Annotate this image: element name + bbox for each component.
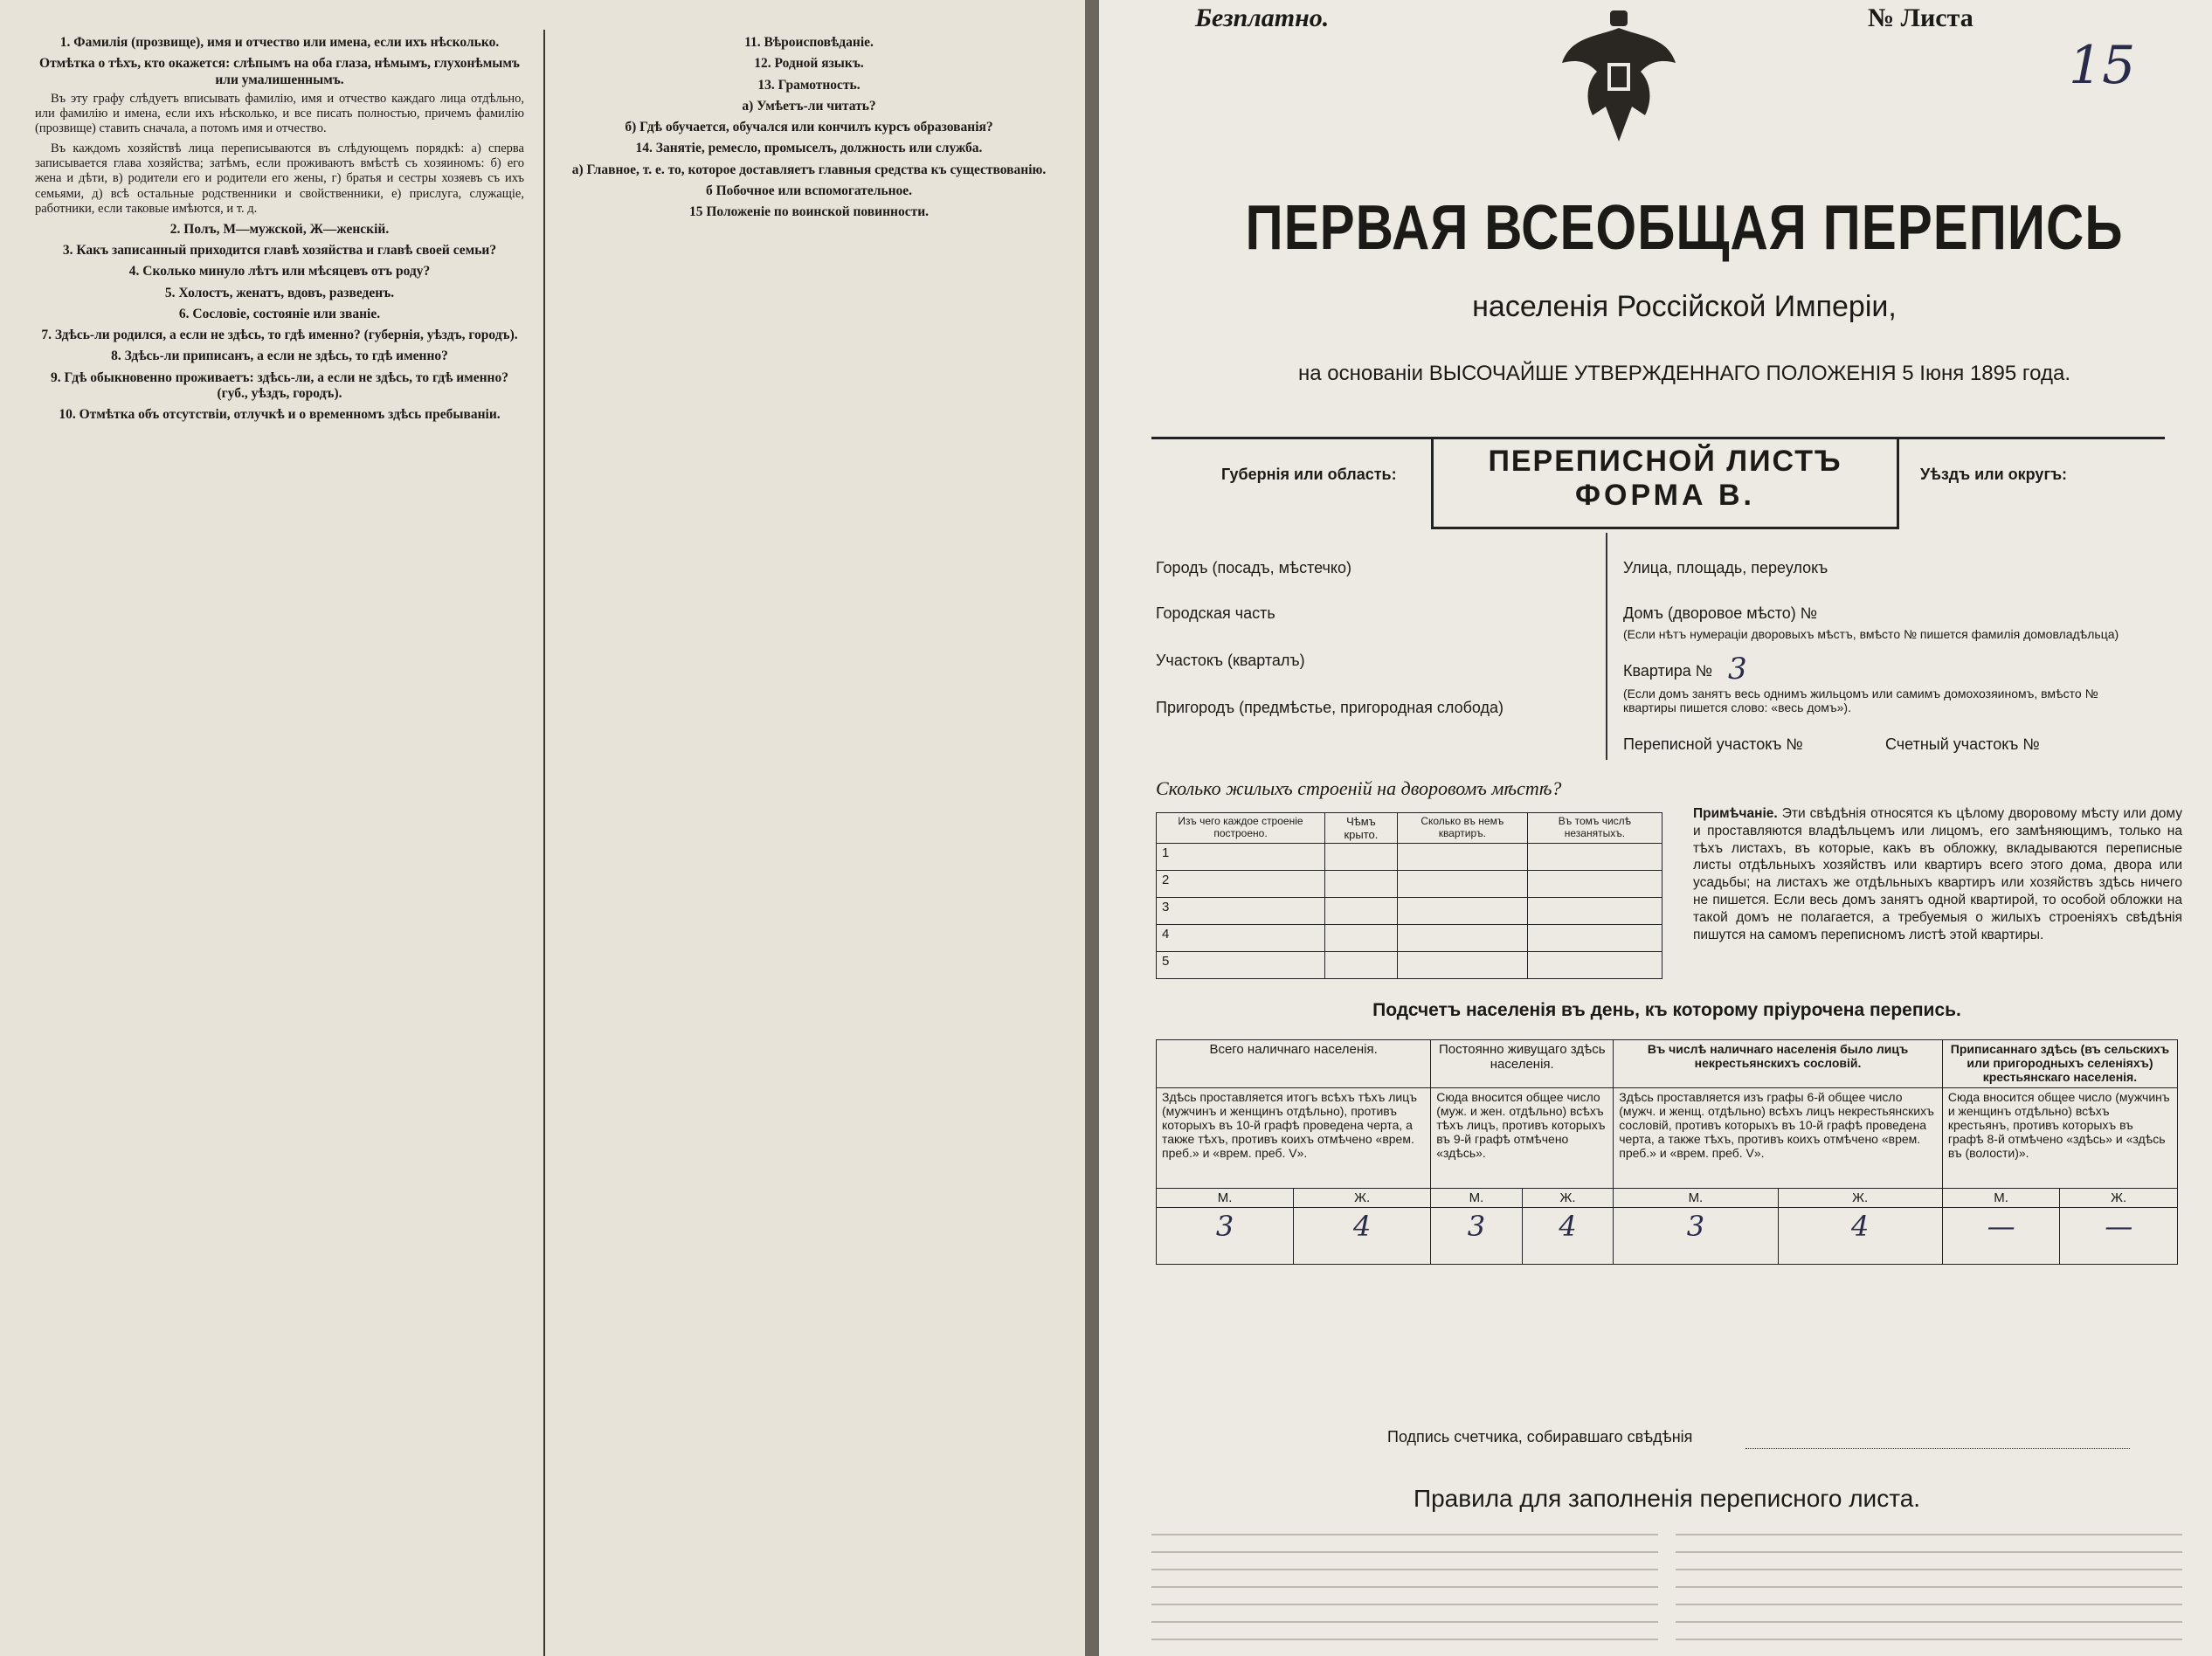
paragraph: Въ каждомъ хозяйствѣ лица переписываются въ слѣдующемъ порядкѣ: а) сперва записывается глава хозяйства; затѣмъ, если проживаютъ вмѣстѣ съ хозяиномъ: б) его жена и дѣти, в) родители его и родители его жены, г) братья и сестры хозяевъ съ ихъ семьями, д) всѣ остальные родственники и свойственники, е) прислуга, служащіе, работники, если таковые имѣются, и т. д. (35, 141, 524, 216)
note-label: Примѣчаніе. (1693, 806, 1778, 821)
count-note: Здѣсь проставляется изъ графы 6-й общее число (мужч. и женщ. отдѣльно) всѣхъ лицъ некрестьянскихъ сословій, противъ которыхъ въ 10-й графѣ проведена черта, а также тѣхъ, противъ коихъ отмѣчено «врем. преб.» и «врем. преб. V». (1614, 1088, 1943, 1189)
instructions-column-2 (564, 30, 1054, 1656)
sex-header: Ж. (1522, 1189, 1614, 1208)
section-heading: Отмѣтка о тѣхъ, кто окажется: слѣпымъ на оба глаза, нѣмымъ, глухонѣмымъ или умалишеннымъ. (39, 56, 520, 87)
section-heading: 6. Сословіе, состояніе или званіе. (178, 306, 381, 321)
section-heading: 14. Занятіе, ремесло, промыселъ, должность или служба. (635, 141, 983, 156)
section-heading: б Побочное или вспомогательное. (705, 183, 913, 198)
column-divider (543, 30, 545, 1656)
field-suburb: Пригородъ (предмѣстье, пригородная слобода) (1156, 699, 1504, 716)
field-city-part: Городская часть (1156, 604, 1275, 622)
section-heading: 15 Положеніе по воинской повинности. (688, 204, 930, 220)
sex-header: М. (1942, 1189, 2060, 1208)
count-header: Приписаннаго здѣсь (въ сельскихъ или пригородныхъ селеніяхъ) крестьянскаго населенія. (1942, 1040, 2177, 1088)
count-value: — (1942, 1208, 2060, 1265)
sex-header: Ж. (1294, 1189, 1431, 1208)
count-value: 4 (1778, 1208, 1942, 1265)
table-row (1157, 871, 1662, 898)
count-subheader-row (1157, 1189, 2178, 1208)
counting-area-label: Счетный участокъ № (1885, 735, 2040, 753)
instructions-column-1 (35, 30, 524, 1656)
count-values-row (1157, 1208, 2178, 1265)
buildings-header: Чѣмъ крыто. (1325, 813, 1398, 844)
sex-header: М. (1431, 1189, 1523, 1208)
signature-label: Подпись счетчика, собиравшаго свѣдѣнія (1387, 1428, 1693, 1446)
buildings-table-header (1157, 813, 1662, 844)
census-title: ПЕРВАЯ ВСЕОБЩАЯ ПЕРЕПИСЬ (1245, 192, 2124, 263)
section-heading: 11. Вѣроисповѣданіе. (744, 35, 874, 50)
field-quarter: Участокъ (кварталъ) (1156, 652, 1305, 669)
table-row (1157, 898, 1662, 925)
signature-line (1745, 1448, 2130, 1449)
district-label: Уѣздъ или округъ: (1920, 466, 2068, 483)
census-basis: на основаніи ВЫСОЧАЙШЕ УТВЕРЖДЕННАГО ПОЛОЖЕНІЯ 5 Іюня 1895 года. (1297, 362, 2070, 385)
section-heading: 1. Фамилія (прозвище), имя и отчество или имена, если ихъ нѣсколько. (59, 35, 500, 50)
section-heading: 3. Какъ записанный приходится главѣ хозяйства и главѣ своей семьи? (62, 243, 497, 258)
apartment-value: 3 (1728, 652, 1747, 687)
header-band (1151, 437, 2165, 527)
house-note: (Если нѣтъ нумераціи дворовыхъ мѣстъ, вмѣсто № пишется фамилія домовладѣльца) (1623, 627, 2119, 641)
house-label: Домъ (дворовое мѣсто) № (1623, 604, 1818, 622)
count-header: Въ числѣ наличнаго населенія было лицъ некрестьянскихъ сословій. (1614, 1040, 1943, 1088)
note-block (1693, 805, 2182, 944)
buildings-header: Сколько въ немъ квартиръ. (1397, 813, 1527, 844)
book-gutter (1085, 0, 1099, 1656)
count-value: 4 (1294, 1208, 1431, 1265)
note-text: Эти свѣдѣнія относятся къ цѣлому дворовому мѣсту или дому и проставляются владѣльцемъ или лицомъ, его замѣняющимъ, только на тѣхъ листахъ, въ которые, какъ въ обложку, вкладываются переписные листы отдѣльныхъ хозяйствъ или квартиръ всего этого дома, двора или усадьбы; на листахъ же отдѣльныхъ квартиръ или хозяйствъ здѣсь ничего не пишется. Если весь домъ занятъ одной квартирой, то особой обложки на такой домъ не полагается, а требуемыя о жилыхъ строеніяхъ свѣдѣнія пишутся на самомъ переписномъ листѣ этой квартиры. (1693, 806, 2182, 942)
count-value: 4 (1522, 1208, 1614, 1265)
count-value: 3 (1431, 1208, 1523, 1265)
rules-column-2 (1676, 1528, 2182, 1656)
fields-divider (1606, 533, 1607, 760)
rules-column-1 (1151, 1528, 1658, 1656)
table-row (1157, 952, 1662, 979)
left-page (0, 0, 1085, 1656)
population-count-table (1156, 1039, 2178, 1265)
census-subtitle: населенія Россійской Имперіи, (1472, 290, 1897, 323)
section-heading: 4. Сколько минуло лѣтъ или мѣсяцевъ отъ роду? (128, 264, 431, 279)
section-heading: 5. Холостъ, женатъ, вдовъ, разведенъ. (164, 285, 395, 300)
census-sheet-label: ПЕРЕПИСНОЙ ЛИСТЪ (1488, 445, 1842, 478)
section-heading: а) Умѣетъ-ли читать? (742, 98, 876, 114)
count-title: Подсчетъ населенія въ день, къ которому пріурочена перепись. (1372, 1000, 1961, 1020)
count-value: 3 (1157, 1208, 1294, 1265)
census-sheet-box (1431, 439, 1899, 529)
row-number: 3 (1157, 898, 1325, 925)
section-heading: 10. Отмѣтка объ отсутствіи, отлучкѣ и о временномъ здѣсь пребываніи. (59, 407, 501, 423)
sex-header: Ж. (2060, 1189, 2178, 1208)
sex-header: М. (1614, 1189, 1778, 1208)
buildings-table (1156, 812, 1662, 979)
count-note: Сюда вносится общее число (мужчинъ и женщинъ отдѣльно) всѣхъ крестьянъ, противъ которыхъ въ графѣ 8-й отмѣчено «здѣсь» и «здѣсь въ (волости)». (1942, 1088, 2177, 1189)
rules-text (1151, 1528, 2182, 1656)
paragraph: Въ эту графу слѣдуетъ вписывать фамилію, имя и отчество каждаго лица отдѣльно, или фамилію и имена, если ихъ нѣсколько, и все писать полностью, причемъ фамилію (прозвище) ставить сначала, а потомъ имя и отчество. (35, 91, 524, 136)
street-label: Улица, площадь, переулокъ (1623, 559, 1828, 576)
count-notes-row (1157, 1088, 2178, 1189)
buildings-header: Изъ чего каждое строеніе построено. (1157, 813, 1325, 844)
section-heading: 9. Гдѣ обыкновенно проживаетъ: здѣсь-ли, а если не здѣсь, то гдѣ именно? (губ., уѣздъ, городъ). (51, 369, 508, 401)
count-note: Здѣсь проставляется итогъ всѣхъ тѣхъ лицъ (мужчинъ и женщинъ отдѣльно), противъ которыхъ въ 10-й графѣ проведена черта, а также тѣхъ, противъ коихъ отмѣчено «врем. преб.» и «врем. преб. V». (1157, 1088, 1431, 1189)
imperial-eagle-emblem-icon (1562, 10, 1676, 150)
count-header: Постоянно живущаго здѣсь населенія. (1431, 1040, 1614, 1088)
section-heading: б) Гдѣ обучается, обучался или кончилъ курсъ образованія? (625, 120, 993, 135)
section-heading: 8. Здѣсь-ли приписанъ, а если не здѣсь, то гдѣ именно? (111, 348, 448, 364)
apartment-label: Квартира № (1623, 662, 1713, 680)
section-heading: 12. Родной языкъ. (754, 56, 864, 72)
rules-title: Правила для заполненія переписного листа. (1413, 1485, 1921, 1512)
section-heading: 2. Полъ, М—мужской, Ж—женскій. (169, 221, 390, 237)
row-number: 5 (1157, 952, 1325, 979)
field-city: Городъ (посадъ, мѣстечко) (1156, 559, 1351, 576)
count-note: Сюда вносится общее число (муж. и жен. отдѣльно) всѣхъ тѣхъ лицъ, противъ которыхъ въ 9-й графѣ отмѣчено «здѣсь». (1431, 1088, 1614, 1189)
apartment-note: (Если домъ занятъ весь однимъ жильцомъ или самимъ домохозяиномъ, вмѣсто № квартиры пишется слово: «весь домъ»). (1623, 687, 2098, 714)
section-heading: 7. Здѣсь-ли родился, а если не здѣсь, то гдѣ именно? (губернія, уѣздъ, городъ). (41, 328, 518, 343)
row-number: 4 (1157, 925, 1325, 952)
row-number: 1 (1157, 844, 1325, 871)
count-value: 3 (1614, 1208, 1778, 1265)
province-label: Губернія или область: (1221, 466, 1397, 483)
section-heading: 13. Грамотность. (757, 77, 861, 93)
row-number: 2 (1157, 871, 1325, 898)
free-label: Безплатно. (1195, 3, 1330, 32)
count-value: — (2060, 1208, 2178, 1265)
sheet-number-value: 15 (2069, 35, 2136, 96)
count-header-row (1157, 1040, 2178, 1088)
count-header: Всего наличнаго населенія. (1157, 1040, 1431, 1088)
table-row (1157, 844, 1662, 871)
buildings-header: Въ томъ числѣ незанятыхъ. (1527, 813, 1662, 844)
sheet-number-label: № Листа (1868, 3, 1974, 32)
form-label: ФОРМА В. (1574, 479, 1756, 512)
census-area-label: Переписной участокъ № (1623, 735, 1803, 753)
sex-header: М. (1157, 1189, 1294, 1208)
right-page (1099, 0, 2212, 1656)
sex-header: Ж. (1778, 1189, 1942, 1208)
buildings-question: Сколько жилыхъ строеній на дворовомъ мѣстѣ? (1156, 777, 1562, 799)
table-row (1157, 925, 1662, 952)
section-heading: а) Главное, т. е. то, которое доставляетъ главныя средства къ существованію. (571, 162, 1047, 177)
